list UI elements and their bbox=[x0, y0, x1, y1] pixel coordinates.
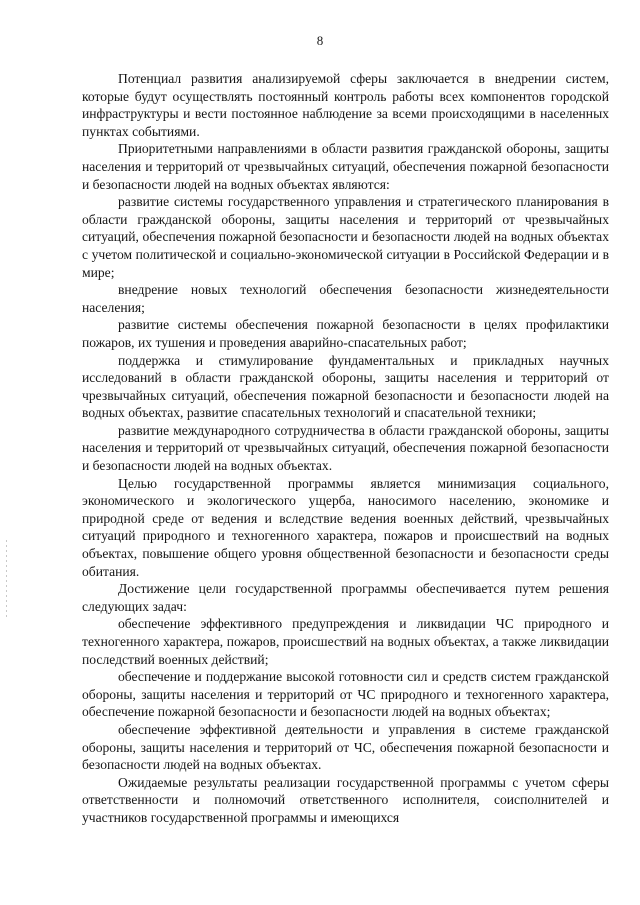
margin-mark bbox=[6, 540, 7, 620]
list-item-research: поддержка и стимулирование фундаментальных и прикладных научных исследований в области гражданской обороны, защиты населения и территорий от чрезвычайных ситуаций, обеспечения пожарной безопасности и безопасности людей на водных объектах, развитие спасательных технологий и спасательной техники; bbox=[82, 352, 609, 421]
paragraph-expected-results: Ожидаемые результаты реализации государственной программы с учетом сферы ответственности и полномочий ответственного исполнителя, соисполнителей и участников государственной программы и имеющихся bbox=[82, 774, 609, 825]
paragraph-goal: Целью государственной программы является минимизация социального, экономического и экологического ущерба, наносимого населению, экономике и природной среде от ведения и вследствие ведения военных действий, чрезвычайных ситуаций природного и техногенного характера, пожаров и происшествий на водных объектах, повышение общего уровня общественной безопасности и безопасности среды обитания. bbox=[82, 475, 609, 579]
list-item-management: развитие системы государственного управления и стратегического планирования в области гражданской обороны, защиты населения и территорий от чрезвычайных ситуаций, обеспечения пожарной безопасности и безопасности людей на водных объектах с учетом политической и социально-экономической ситуации в Российской Федерации и в мире; bbox=[82, 194, 609, 280]
document-body bbox=[82, 70, 609, 827]
list-item-prevention: обеспечение эффективного предупреждения и ликвидации ЧС природного и техногенного характера, пожаров, происшествий на водных объектах, а также ликвидации последствий военных действий; bbox=[82, 616, 609, 667]
list-item-international: развитие международного сотрудничества в области гражданской обороны, защиты населения и территорий от чрезвычайных ситуаций, обеспечения пожарной безопасности и безопасности людей на водных объектах. bbox=[82, 422, 609, 474]
page-number: 8 bbox=[316, 33, 324, 48]
list-item-technologies: внедрение новых технологий обеспечения безопасности жизнедеятельности населения; bbox=[82, 282, 609, 315]
list-item-readiness: обеспечение и поддержание высокой готовности сил и средств систем гражданской обороны, защиты населения и территорий от ЧС природного и техногенного характера, обеспечение пожарной безопасности и безопасности людей на водных объектах; bbox=[82, 669, 609, 720]
paragraph-potential: Потенциал развития анализируемой сферы заключается в внедрении систем, которые будут осуществлять постоянный контроль работы всех компонентов городской инфраструктуры и вести постоянное наблюдение за всеми происходящими в населенных пунктах событиями. bbox=[82, 71, 609, 139]
paragraph-tasks-intro: Достижение цели государственной программы обеспечивается путем решения следующих задач: bbox=[82, 581, 609, 614]
list-item-efficiency: обеспечение эффективной деятельности и управления в системе гражданской обороны, защиты населения и территорий от ЧС, обеспечения пожарной безопасности и безопасности людей на водных объектах. bbox=[82, 721, 609, 773]
list-item-fire-safety: развитие системы обеспечения пожарной безопасности в целях профилактики пожаров, их тушения и проведения аварийно-спасательных работ; bbox=[82, 317, 609, 350]
paragraph-priorities: Приоритетными направлениями в области развития гражданской обороны, защиты населения и территорий от чрезвычайных ситуаций, обеспечения пожарной безопасности и безопасности людей на водных объектах являются: bbox=[82, 141, 609, 192]
